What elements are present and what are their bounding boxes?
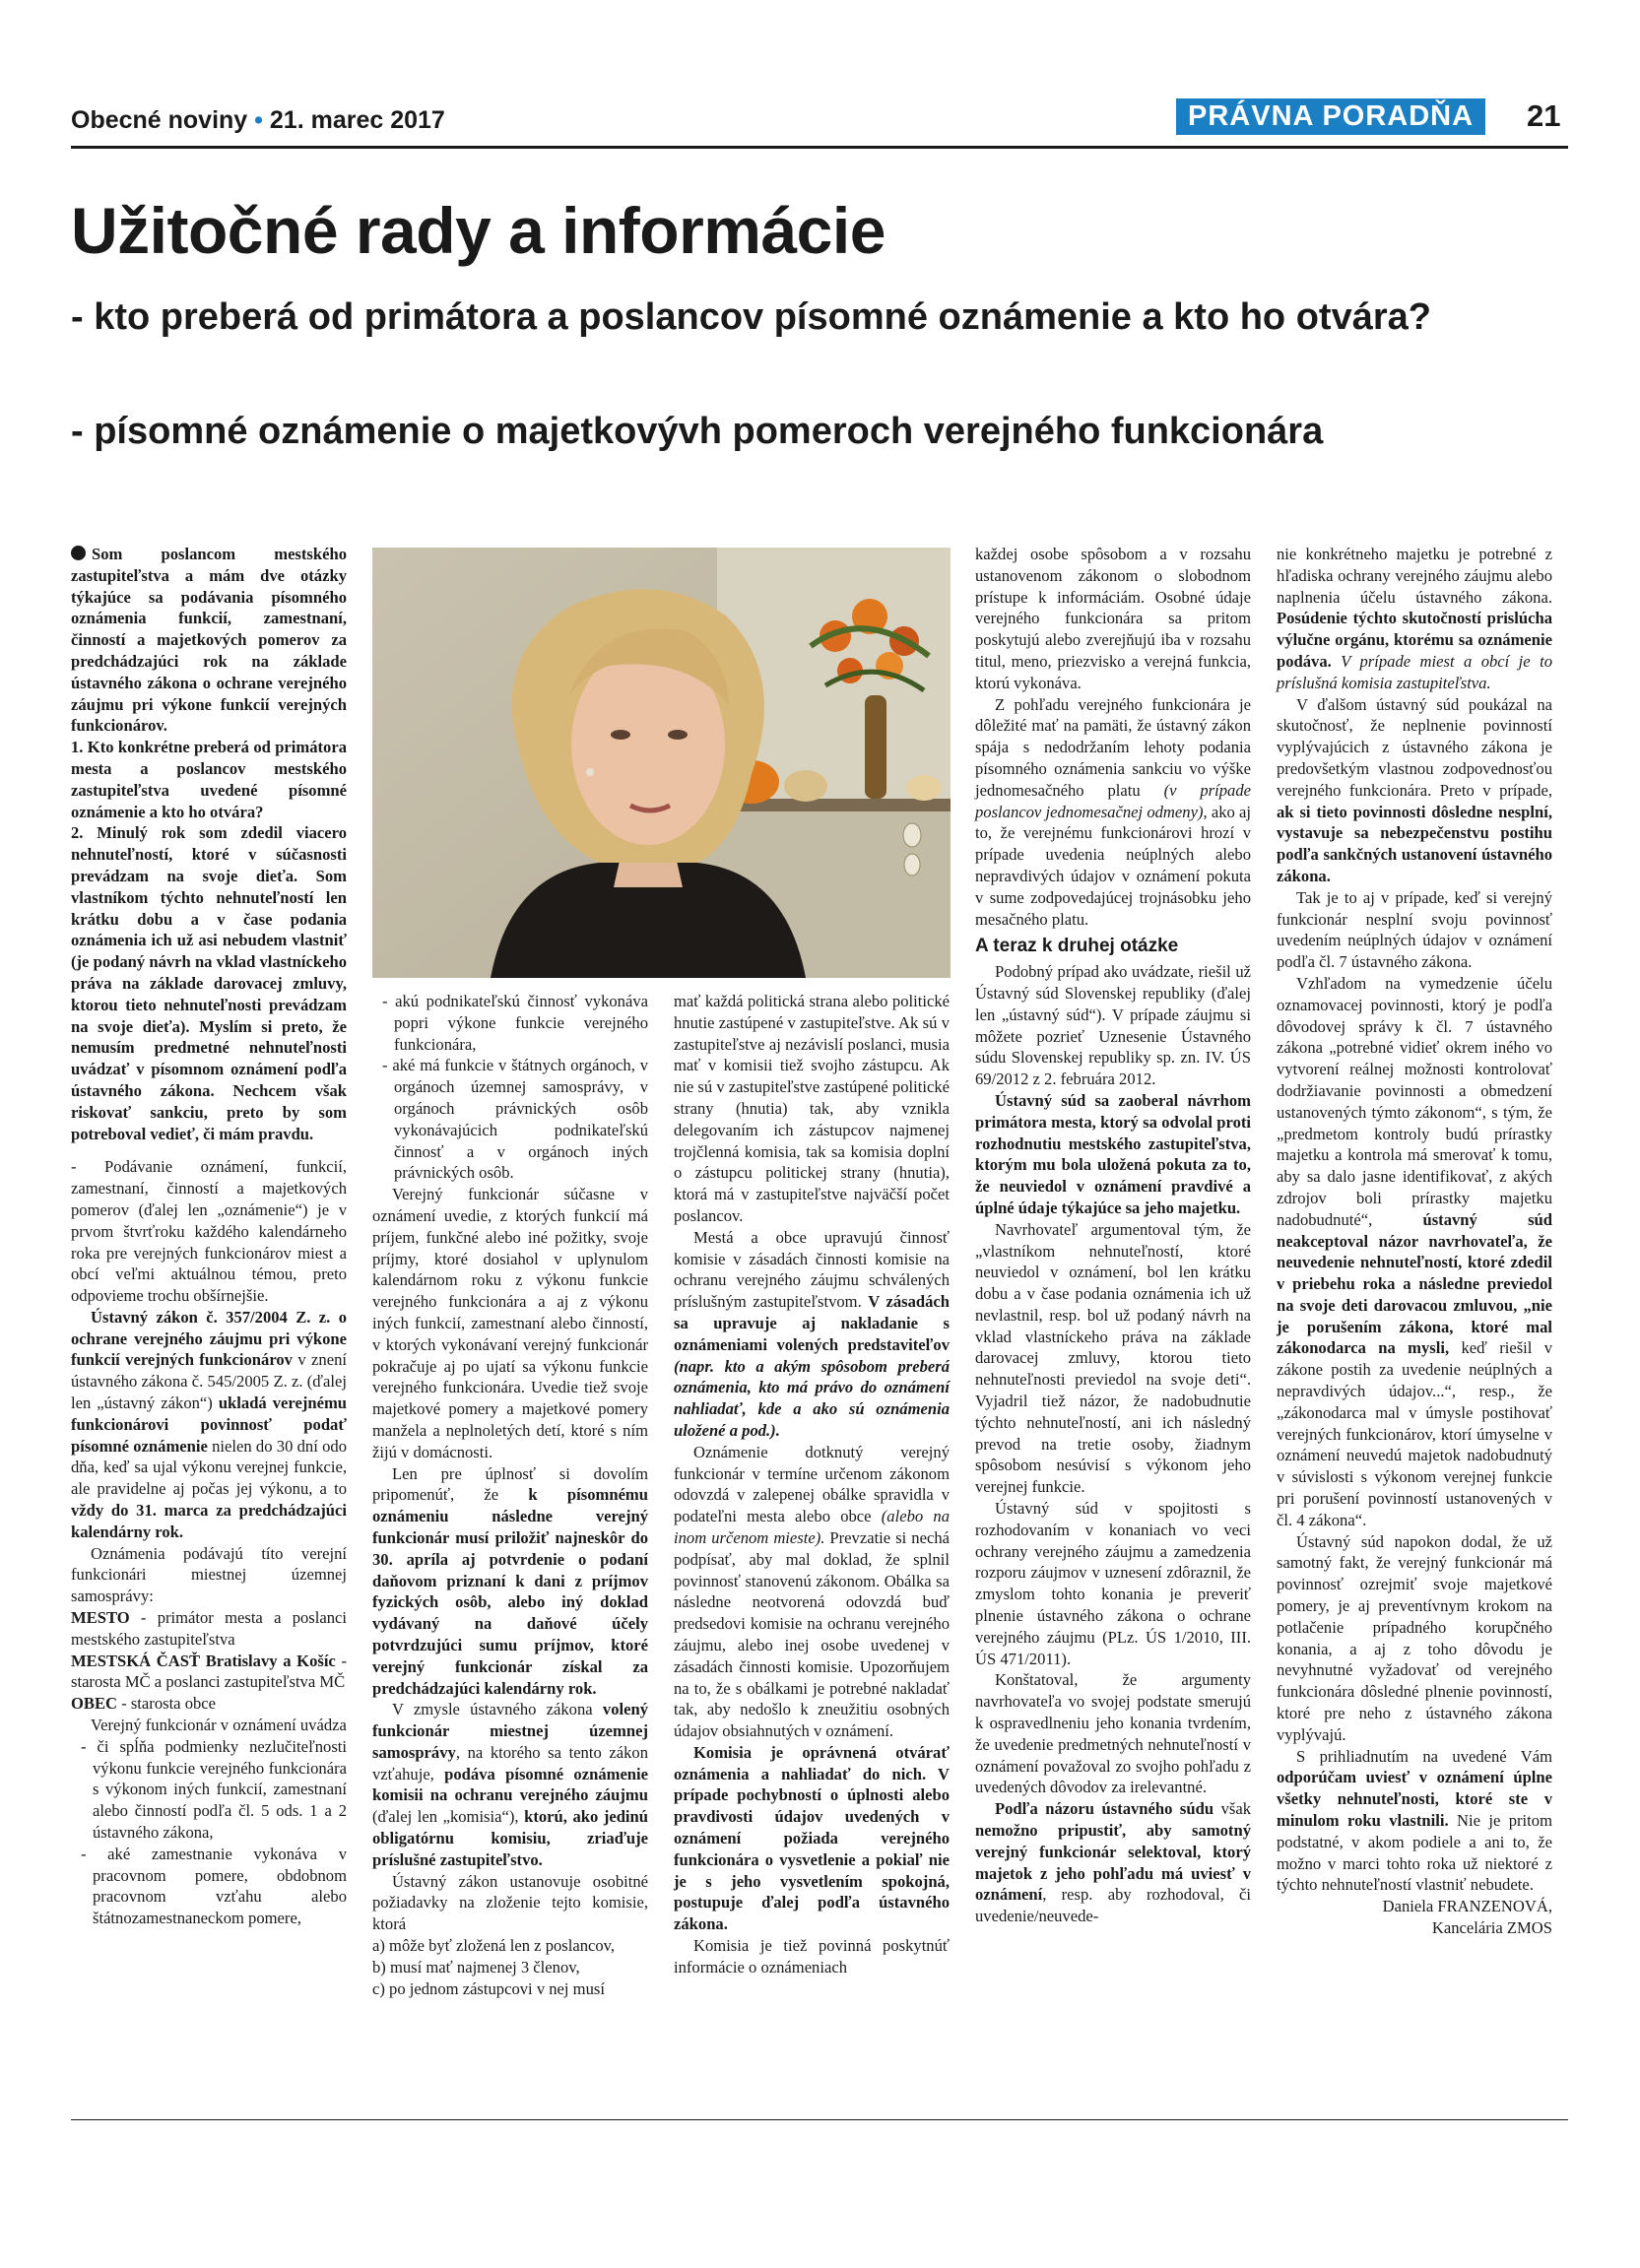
portrait-photo [372,548,951,978]
paragraph: Z pohľadu verejného funkcionára je dôležité mať na pamäti, že ústavný zákon spája s nedodržaním lehoty podania písomného oznámenia sankciu vo výške jednomesačného platu (v prípade poslancov jednomesačnej odmeny), ako aj to, že verejnému funkcionárovi hrozí v prípade uvedenia neúplných alebo nepravdivých údajov v oznámení pokuta v sume zodpovedajúcej trojnásobku jeho mesačného platu. [975,694,1252,929]
article-column-4 [975,544,1251,1927]
list-item: a) môže byť zložená len z poslancov, [372,1936,616,1956]
section-label: PRÁVNA PORADŇA [1176,98,1485,135]
section-heading: A teraz k druhej otázke [975,936,1179,957]
paragraph: Konštatoval, že argumenty navrhovateľa vo svojej podstate smerujú k ospravedlneniu jeho konania tvrdením, že uvedenie predmetných nehnuteľností v oznámení považoval zo svojho pohľadu z uvedených dôvodov za irelevantné. [975,1670,1251,1797]
page-number: 21 [1527,98,1561,133]
separator-dot: • [254,106,263,134]
list-item: c) po jednom zástupcovi v nej musí [372,1978,605,1998]
portrait-image [372,548,951,978]
question-bullet [71,546,86,560]
paragraph: Oznámenie dotknutý verejný funkcionár v termíne určenom zákonom odovzdá v zalepenej obálke spravidla v podateľni mesta alebo obce (alebo na inom určenom mieste). Prevzatie si nechá podpísať, aby mal doklad, že splnil povinnosť stanovenú zákonom. Obálka sa následne neotvorená odovzdá buď predsedovi komisie na ochranu verejného záujmu, alebo inej osobe uvedenej v zásadách činnosti komisie. Upozorňujem na to, že s obálkami je potrebné nakladať tak, aby nedošlo k zneužitiu osobných údajov obsiahnutých v oznámení. [674,1442,950,1741]
article-title: Užitočné rady a informácie [71,194,886,267]
masthead [71,98,1568,146]
list-item: - akú podnikateľskú činnosť vykonáva popri výkone funkcie verejného funkcionára, [382,992,648,1054]
paragraph: Komisia je tiež povinná poskytnúť informácie o oznámeniach [674,1936,950,1976]
question-1: 1. Kto konkrétne preberá od primátora mesta a poslancov mestského zastupiteľstva uvedené písomné oznámenie a kto ho otvára? [71,738,347,821]
paragraph: - Podávanie oznámení, funkcií, zamestnaní, činností a majetkových pomerov (ďalej len „oznámenie“) je v prvom štvrťroku každého kalendárneho roka pre verejných funkcionárov miest a obcí veľmi aktuálnou témou, preto odpovieme trochu obšírnejšie. [71,1157,347,1306]
paragraph: V ďalšom ústavný súd poukázal na skutočnosť, že neplnenie povinností vyplývajúcich z ústavného zákona je predovšetkým vlastnou zodpovednosťou verejného funkcionára. Preto v prípade, ak si tieto povinnosti dôsledne nesplní, vystavuje sa nebezpečenstvu postihu podľa sankčných ustanovení ústavného zákona. [1277,694,1552,885]
paragraph: Ústavný zákon č. 357/2004 Z. z. o ochrane verejného záujmu pri výkone funkcií verejných funkcionárov v znení ústavného zákona č. 545/2005 Z. z. (ďalej len „ústavný zákon“) ukladá verejnému funkcionárovi povinnosť podať písomné oznámenie nielen do 30 dní odo dňa, keď sa ujal výkonu verejnej funkcie, ale pravidelne aj počas jej výkonu, a to vždy do 31. marca za predchádzajúci kalendárny rok. [71,1307,347,1541]
list-item: b) musí mať najmenej 3 členov, [372,1957,580,1976]
duty-list [372,991,648,1184]
article-subtitle-2: - písomné oznámenie o majetkovývh pomeroch verejného funkcionára [71,411,1324,452]
paragraph: Verejný funkcionár súčasne v oznámení uvedie, z ktorých funkcií má príjem, funkčné alebo iné požitky, svoje príjmy, ktoré dosiahol v uplynulom kalendárnom roku z výkonu funkcie verejného funkcionára a aj z výkonu iných funkcií, zamestnaní alebo činností, v ktorých vykonávaní verejný funkcionár pokračuje aj po ujatí sa výkonu funkcie verejného funkcionára. Uvedie tiež svoje majetkové pomery a majetkové pomery manžela a neplnoletých detí, ktoré s ním žijú v domácnosti. [372,1185,648,1461]
paragraph: Navrhovateľ argumentoval tým, že „vlastníkom nehnuteľností, ktoré neuviedol v oznámení, bol len krátku dobu a v čase podania oznámenia ich už nevlastnil, resp. bol už podaný návrh na vklad vlastníckeho práva na základe darovacej zmluvy, ktorou tieto nehnuteľnosti previedol na svoje deti“. Vyjadril tiež názor, že nadobudnutie týchto nehnuteľností, ani ich následný prevod na tretie osoby, žiadnym spôsobom nesúvisí s výkonom jeho verejnej funkcie. [975,1219,1251,1497]
paragraph: Komisia je oprávnená otvárať oznámenia a nahliadať do nich. V prípade pochybností o úplnosti alebo pravdivosti údajov uvedených v oznámení požiada verejného funkcionára o vysvetlenie a pokiaľ nie je s jeho vysvetlením spokojná, postupuje ďalej podľa ústavného zákona. [674,1742,950,1934]
paragraph: Ústavný zákon ustanovuje osobitné požiadavky na zloženie tejto komisie, ktorá [372,1871,648,1934]
paragraph: Tak je to aj v prípade, keď si verejný funkcionár nesplní svoju povinnosť uvedením neúplných údajov v oznámení podľa čl. 7 ústavného zákona. [1277,887,1552,972]
official-entry: MESTSKÁ ČASŤ Bratislavy a Košíc - starosta MČ a poslanci zastupiteľstva MČ [71,1651,347,1692]
author-name: Daniela FRANZENOVÁ, [1382,1897,1552,1916]
paragraph: mať každá politická strana alebo politické hnutie zastúpené v zastupiteľstve. Ak sú v zastupiteľstve aj nezávislí poslanci, musia mať v komisii tiež svojho zástupcu. Ak nie sú v zastupiteľstve zastúpené politické strany (hnutia) tak, aby vznikla delegovaním ich zástupcov najmenej trojčlenná komisia, tak sa komisia doplní o zástupcu politickej strany (hnutia), ktorá má v zastupiteľstve najväčší počet poslancov. [674,992,950,1225]
list-item: - či spĺňa podmienky nezlučiteľnosti výkonu funkcie verejného funkcionára s výkonom iných funkcií, zamestnaní alebo činností podľa čl. 5 ods. 1 a 2 ústavného zákona, [81,1736,347,1843]
article-subtitle-1: - kto preberá od primátora a poslancov písomné oznámenie a kto ho otvára? [71,296,1431,338]
paragraph: každej osobe spôsobom a v rozsahu ustanovenom zákonom o slobodnom prístupe k informáciám. Osobné údaje verejného funkcionára sa pritom poskytujú alebo zverejňujú iba v rozsahu titul, meno, priezvisko a verejná funkcia, ktorú vykonáva. [975,545,1251,692]
paragraph: Oznámenia podávajú títo verejní funkcionári miestnej územnej samosprávy: [71,1543,347,1606]
list-item: - aké má funkcie v štátnych orgánoch, v orgánoch územnej samosprávy, v orgánoch právnických osôb vykonávajúcich podnikateľskú činnosť a v orgánoch iných právnických osôb. [382,1056,648,1183]
duty-list [71,1736,347,1929]
newspaper-info [71,106,445,135]
article-column-1 [71,544,347,1929]
newspaper-name: Obecné noviny [71,106,248,134]
paragraph: nie konkrétneho majetku je potrebné z hľadiska ochrany verejného záujmu alebo naplnenia účelu ústavného zákona. Posúdenie týchto skutočností prislúcha výlučne orgánu, ktorému sa oznámenie podáva. V prípade miest a obcí je to príslušná komisia zastupiteľstva. [1277,545,1552,692]
paragraph: Verejný funkcionár v oznámení uvádza [91,1716,347,1735]
paragraph: Len pre úplnosť si dovolím pripomenúť, že k písomnému oznámeniu následne verejný funkcionár musí priložiť najneskôr do 30. apríla aj potvrdenie o podaní daňovom priznaní k dani z príjmov fyzických osôb, alebo iný doklad vydávaný na daňové účely potvrdzujúci sumu príjmov, ktoré verejný funkcionár získal za predchádzajúci kalendárny rok. [372,1463,648,1698]
paragraph: Ústavný súd v spojitosti s rozhodovaním v konaniach vo veci ochrany verejného záujmu a zamedzenia rozporu záujmov v uznesení zdôraznil, že zmyslom tohto konania je preveriť plnenie ústavného zákona o ochrane verejného záujmu (PLz. ÚS 1/2010, III. ÚS 471/2011). [975,1499,1251,1668]
paragraph: Mestá a obce upravujú činnosť komisie v zásadách činnosti komisie na ochranu verejného záujmu schválených príslušným zastupiteľstvom. V zásadách sa upravuje aj nakladanie s oznámeniami volených predstaviteľov (napr. kto a akým spôsobom preberá oznámenia, kto má právo do oznámení nahliadať, kde a ako sú oznámenia uložené a pod.). [674,1227,950,1440]
official-entry: MESTO - primátor mesta a poslanci mestského zastupiteľstva [71,1608,347,1649]
header-rule [71,146,1568,149]
question-2: 2. Minulý rok som zdedil viacero nehnuteľností, ktoré v súčasnosti prevádzam na svoje dieťa. Som vlastníkom týchto nehnuteľností len krátku dobu a v čase podania oznámenia ich už asi nebudem vlastniť (je podaný návrh na vklad vlastníckeho práva na základe darovacej zmluvy, ktorou tieto nehnuteľnosti prevádzam na svoje dieťa). Myslím si preto, že nemusím predmetné nehnuteľnosti uvádzať v písomnom oznámení podľa ústavného zákona. Nechcem však riskovať sankciu, preto by som potreboval vedieť, či mám pravdu. [71,823,347,1143]
footer-rule [71,2119,1568,2120]
paragraph: S prihliadnutím na uvedené Vám odporúčam uviesť v oznámení úplne všetky nehnuteľnosti, ktoré ste v minulom roku vlastnili. Nie je pritom podstatné, v akom podiele a ani to, že možno v marci tohto roka už niektoré z týchto nehnuteľností vlastniť nebudete. [1277,1746,1552,1895]
author-office: Kancelária ZMOS [1431,1918,1552,1937]
paragraph: Podľa názoru ústavného súdu však nemožno pripustiť, aby samotný verejný funkcionár selektoval, ktorý majetok z jeho pohľadu má uviesť v oznámení, resp. aby rozhodoval, či uvedenie/neuvede- [975,1799,1251,1926]
official-entry: OBEC - starosta obce [71,1694,217,1714]
issue-date: 21. marec 2017 [269,106,445,134]
reader-question: Som poslancom mestského zastupiteľstva a mám dve otázky týkajúce sa podávania písomného oznámenia funkcií, zamestnaní, činností a majetkových pomerov za predchádzajúci rok na základe ústavného zákona o ochrane verejného záujmu pri výkone funkcií verejných funkcionárov. [71,545,347,736]
paragraph: Podobný prípad ako uvádzate, riešil už Ústavný súd Slovenskej republiky (ďalej len „ústavný súd“). V prípade záujmu si môžete pozrieť Uznesenie Ústavného súdu Slovenskej republiky sp. zn. IV. ÚS 69/2012 z 2. februára 2012. [975,962,1251,1089]
paragraph: Vzhľadom na vymedzenie účelu oznamovacej povinnosti, ktorý je podľa dôvodovej správy k čl. 7 ústavného zákona „potrebné vidieť okrem iného vo vytvorení reálnej možnosti kontrolovať dodržiavanie povinnosti a obmedzení ustanovených týmto zákonom“, s tým, že „predmetom kontroly budú prírastky majetku a kontrola má smerovať k tomu, aby sa dalo jasne identifikovať, z akých zdrojov boli prírastky majetku nadobudnuté“, ústavný súd neakceptoval názor navrhovateľa, že neuvedenie nehnuteľností, ktoré zdedil v priebehu roka a následne previedol na svoje deti darovacou zmluvou, „nie je porušením zákona, ktoré mal zákonodarca na mysli, keď riešil v zákone postih za uvedenie neúplných a nepravdivých údajov...“, resp., že „zákonodarca mal v úmysle postihovať verejných funkcionárov, ktorí úmyselne v oznámení neuvedú majetok nadobudnutý v súvislosti s výkonom verejnej funkcie pri porušení povinností ustanovených v čl. 4 zákona“. [1277,973,1553,1529]
paragraph: V zmysle ústavného zákona volený funkcionár miestnej územnej samosprávy, na ktorého sa tento zákon vzťahuje, podáva písomné oznámenie komisii na ochranu verejného záujmu (ďalej len „komisia“), ktorú, ako jedinú obligatórnu komisiu, zriaďuje príslušné zastupiteľstvo. [372,1700,649,1869]
article-column-2 [372,991,648,1999]
article-column-3 [674,991,950,1978]
paragraph: Ústavný súd sa zaoberal návrhom primátora mesta, ktorý sa odvolal proti rozhodnutiu mestského zastupiteľstva, ktorým mu bola uložená pokuta za to, že neuviedol v oznámení pravdivé a úplné údaje týkajúce sa jeho majetku. [975,1090,1251,1217]
article-column-5 [1277,544,1552,1939]
list-item: - aké zamestnanie vykonáva v pracovnom pomere, obdobnom pracovnom vzťahu alebo štátnozamestnaneckom pomere, [81,1844,347,1928]
paragraph: Ústavný súd napokon dodal, že už samotný fakt, že verejný funkcionár má povinnosť ozrejmiť svoje majetkové pomery, je aj preventívnym krokom na potlačenie prípadného korupčného konania, a aj z toho dôvodu je nevyhnutné vyžadovať od verejného funkcionára dôsledné plnenie povinností, ktoré pre neho z ústavného zákona vyplývajú. [1277,1531,1552,1744]
